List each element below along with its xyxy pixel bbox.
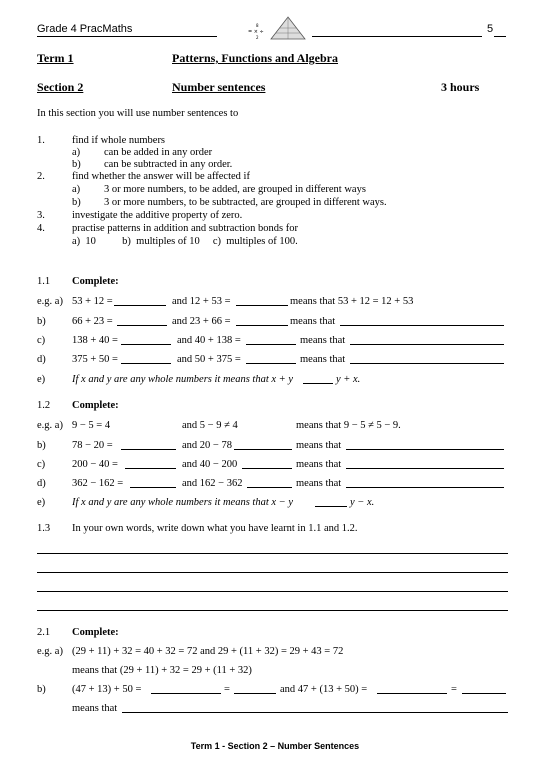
row-label: b) xyxy=(37,316,46,327)
row-label: d) xyxy=(37,478,46,489)
answer-blank[interactable] xyxy=(117,316,167,326)
expr-a: 66 + 23 = xyxy=(72,316,113,327)
equals-sign: = xyxy=(224,684,230,695)
expr-c: means that 9 − 5 ≠ 5 − 9. xyxy=(296,420,401,431)
row-label: c) xyxy=(37,335,46,346)
row-label: e) xyxy=(37,374,46,385)
answer-line[interactable] xyxy=(346,478,504,488)
answer-blank[interactable] xyxy=(125,459,176,469)
objective-num: a) xyxy=(72,147,81,158)
answer-blank[interactable] xyxy=(121,354,171,364)
answer-blank[interactable] xyxy=(114,296,166,306)
section-label: Section 2 xyxy=(37,80,84,94)
answer-blank[interactable] xyxy=(151,684,221,694)
means-label: means that xyxy=(72,703,118,714)
expr-b: and 50 + 375 = xyxy=(177,354,241,365)
expr-b: and 40 − 200 xyxy=(182,459,238,470)
equals-sign: = xyxy=(451,684,457,695)
writing-line[interactable] xyxy=(37,553,508,554)
objective-num: b) xyxy=(72,159,81,170)
objective-text: 3 or more numbers, to be subtracted, are grouped in different ways. xyxy=(104,197,387,208)
answer-blank[interactable] xyxy=(236,296,288,306)
page-footer: Term 1 - Section 2 – Number Sentences xyxy=(190,741,360,751)
objective-num: b) xyxy=(72,197,81,208)
svg-text:= × ÷: = × ÷ xyxy=(248,29,264,35)
expr-a: 53 + 12 = xyxy=(72,296,113,307)
exercise-number: 1.1 xyxy=(37,276,51,287)
expr-a: 200 − 40 = xyxy=(72,459,118,470)
expr-c: means that xyxy=(296,459,342,470)
answer-blank[interactable] xyxy=(242,459,292,469)
objective-num: 3. xyxy=(37,210,45,221)
exercise-number: 2.1 xyxy=(37,627,51,638)
expr-b: and 23 + 66 = xyxy=(172,316,231,327)
example-line: means that (29 + 11) + 32 = 29 + (11 + 32) xyxy=(72,665,252,676)
statement-tail: y − x. xyxy=(350,497,375,508)
row-label: b) xyxy=(37,684,46,695)
objective-num: 1. xyxy=(37,135,45,146)
svg-text:8: 8 xyxy=(256,23,259,28)
answer-blank[interactable] xyxy=(234,440,292,450)
expr-a: (47 + 13) + 50 = xyxy=(72,684,142,695)
answer-line[interactable] xyxy=(346,440,504,450)
objective-text: find whether the answer will be affected if xyxy=(72,171,250,182)
row-label: b) xyxy=(37,440,46,451)
row-label: c) xyxy=(37,459,46,470)
row-label: e.g. a) xyxy=(37,296,63,307)
expr-c: means that 53 + 12 = 12 + 53 xyxy=(290,296,414,307)
expr-a: 78 − 20 = xyxy=(72,440,113,451)
answer-blank[interactable] xyxy=(247,478,292,488)
objective-text: investigate the additive property of zero. xyxy=(72,210,243,221)
objective-text: 3 or more numbers, to be added, are grouped in different ways xyxy=(104,184,366,195)
objective-num: a) xyxy=(72,184,81,195)
answer-blank[interactable] xyxy=(315,497,347,507)
header-title: Grade 4 PracMaths xyxy=(37,23,133,35)
writing-line[interactable] xyxy=(37,591,508,592)
exercise-prompt: In your own words, write down what you have learnt in 1.1 and 1.2. xyxy=(72,523,358,534)
expr-b: and 20 − 78 xyxy=(182,440,232,451)
answer-line[interactable] xyxy=(350,354,504,364)
exercise-title: Complete: xyxy=(72,276,119,287)
answer-blank[interactable] xyxy=(121,440,176,450)
header-rule-right xyxy=(312,36,482,37)
objective-text: a) 10 b) multiples of 10 c) multiples of 100. xyxy=(72,236,298,247)
section-name: Number sentences xyxy=(172,80,266,94)
statement-tail: y + x. xyxy=(336,374,361,385)
term-label: Term 1 xyxy=(37,51,74,65)
answer-blank[interactable] xyxy=(303,374,333,384)
row-label: e) xyxy=(37,497,46,508)
logo-math-symbols xyxy=(248,22,270,40)
example-line: (29 + 11) + 32 = 40 + 32 = 72 and 29 + (11 + 32) = 29 + 43 = 72 xyxy=(72,646,344,657)
answer-blank[interactable] xyxy=(462,684,506,694)
answer-blank[interactable] xyxy=(234,684,276,694)
objective-text: practise patterns in addition and subtraction bonds for xyxy=(72,223,298,234)
topic-title: Patterns, Functions and Algebra xyxy=(172,51,339,65)
header-rule-left xyxy=(37,36,217,37)
exercise-title: Complete: xyxy=(72,400,119,411)
expr-b: and 40 + 138 = xyxy=(177,335,241,346)
answer-line[interactable] xyxy=(340,316,504,326)
expr-b: and 47 + (13 + 50) = xyxy=(280,684,368,695)
pyramid-logo-icon xyxy=(270,16,306,40)
exercise-number: 1.3 xyxy=(37,523,51,534)
statement-text: If x and y are any whole numbers it means that x − y xyxy=(72,497,294,508)
objective-num: 4. xyxy=(37,223,45,234)
intro-text: In this section you will use number sentences to xyxy=(37,108,239,119)
row-label: d) xyxy=(37,354,46,365)
expr-c: means that xyxy=(300,354,346,365)
answer-blank[interactable] xyxy=(121,335,171,345)
expr-b: and 162 − 362 xyxy=(182,478,243,489)
objective-text: can be subtracted in any order. xyxy=(104,159,233,170)
expr-c: means that xyxy=(296,440,342,451)
answer-line[interactable] xyxy=(122,703,508,713)
answer-blank[interactable] xyxy=(236,316,288,326)
answer-line[interactable] xyxy=(346,459,504,469)
expr-b: and 5 − 9 ≠ 4 xyxy=(182,420,238,431)
exercise-title: Complete: xyxy=(72,627,119,638)
row-label: e.g. a) xyxy=(37,646,63,657)
exercise-number: 1.2 xyxy=(37,400,51,411)
expr-c: means that xyxy=(296,478,342,489)
expr-b: and 12 + 53 = xyxy=(172,296,231,307)
answer-line[interactable] xyxy=(350,335,504,345)
svg-text:2: 2 xyxy=(256,35,259,40)
answer-blank[interactable] xyxy=(377,684,447,694)
answer-blank[interactable] xyxy=(246,335,296,345)
objective-num: 2. xyxy=(37,171,45,182)
header-rule-end xyxy=(494,36,506,37)
expr-a: 9 − 5 = 4 xyxy=(72,420,111,431)
answer-blank[interactable] xyxy=(130,478,176,488)
answer-blank[interactable] xyxy=(246,354,296,364)
expr-a: 138 + 40 = xyxy=(72,335,118,346)
objective-text: can be added in any order xyxy=(104,147,213,158)
statement-text: If x and y are any whole numbers it means that x + y xyxy=(72,374,294,385)
row-label: e.g. a) xyxy=(37,420,63,431)
objective-text: find if whole numbers xyxy=(72,135,166,146)
section-duration: 3 hours xyxy=(441,80,480,94)
writing-line[interactable] xyxy=(37,572,508,573)
expr-c: means that xyxy=(300,335,346,346)
expr-a: 362 − 162 = xyxy=(72,478,124,489)
expr-c: means that xyxy=(290,316,336,327)
expr-a: 375 + 50 = xyxy=(72,354,118,365)
page-number: 5 xyxy=(487,23,494,35)
writing-line[interactable] xyxy=(37,610,508,611)
